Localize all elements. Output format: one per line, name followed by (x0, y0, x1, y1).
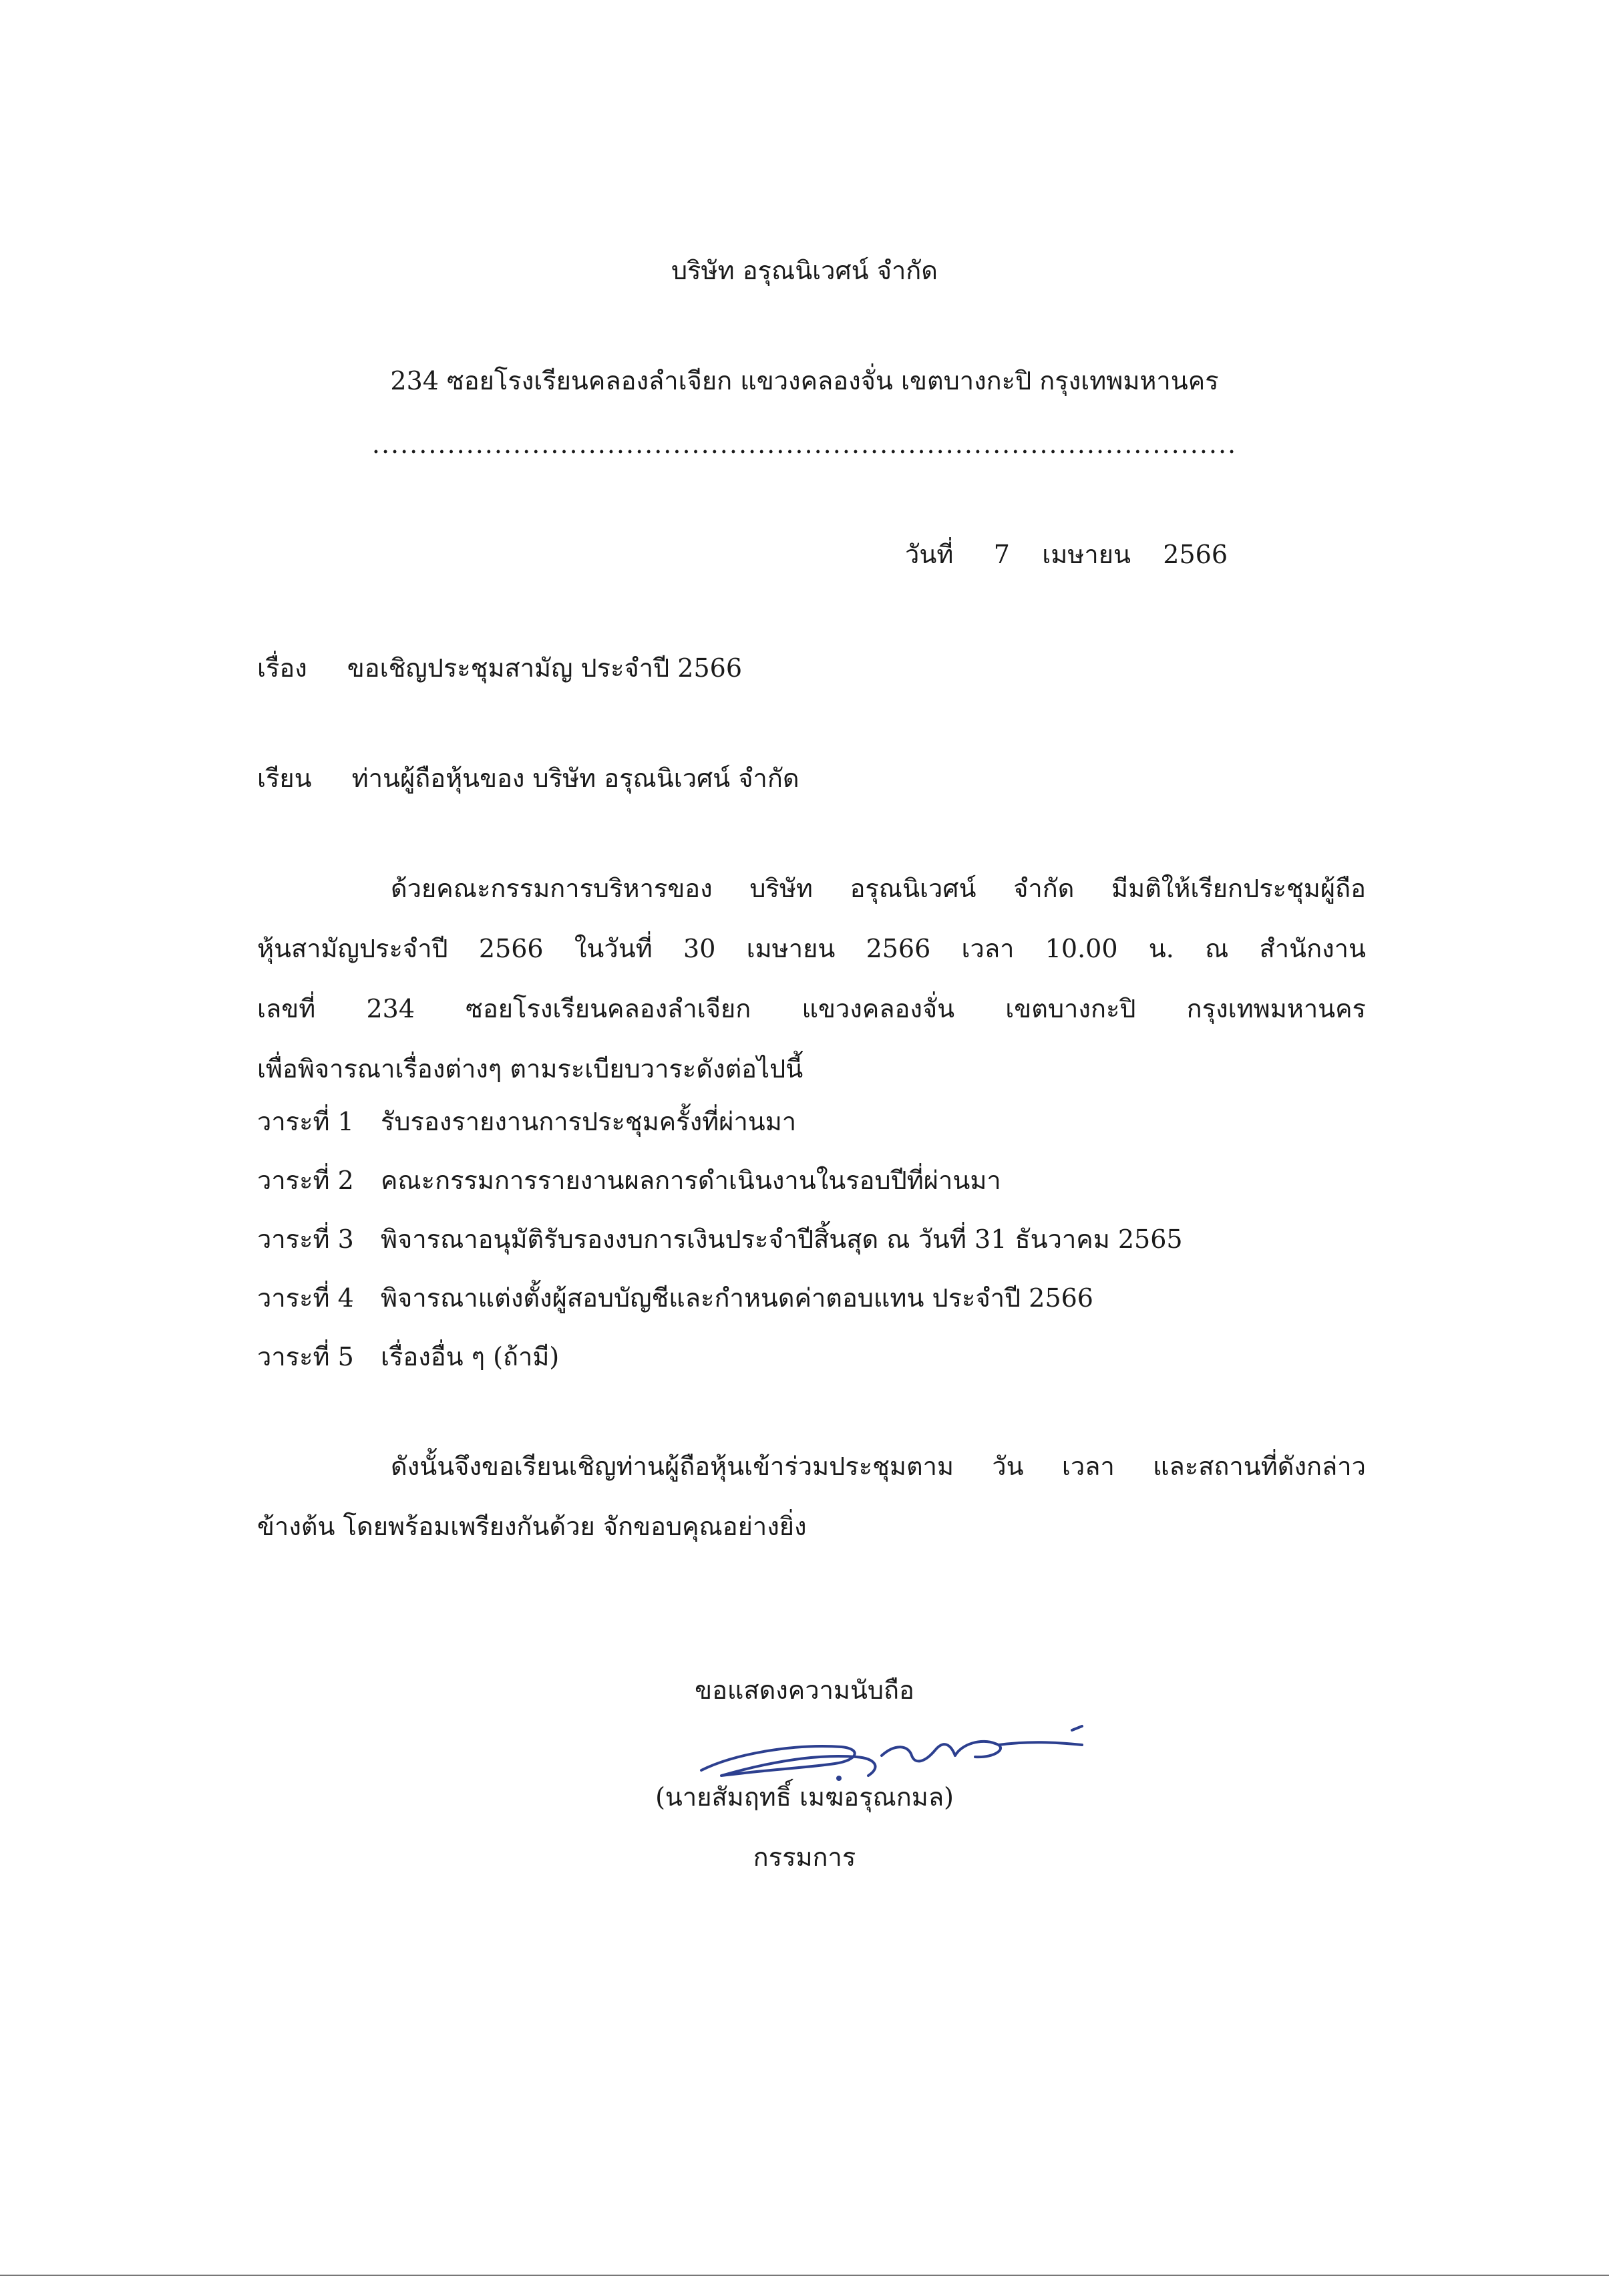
paragraph-word: วัน (992, 1452, 1024, 1481)
paragraph-word: 30 (683, 934, 716, 963)
agenda-text: พิจารณาแต่งตั้งผู้สอบบัญชีและกำหนดค่าตอบแทน ประจำปี 2566 (381, 1283, 1093, 1313)
letter-date (905, 538, 1228, 571)
subject-line (257, 651, 742, 685)
signer-position: กรรมการ (753, 1842, 856, 1872)
salutation-label: เรียน (257, 764, 312, 793)
date-label: วันที่ (905, 540, 954, 569)
agenda-number: วาระที่ 5 (257, 1342, 354, 1371)
paragraph-word: และสถานที่ดังกล่าว (1153, 1452, 1366, 1481)
paragraph-word: ในวันที่ (574, 934, 653, 963)
paragraph-word: จำกัด (1013, 874, 1075, 903)
subject-text: ขอเชิญประชุมสามัญ ประจำปี 2566 (347, 653, 743, 683)
paragraph-word: เขตบางกะปิ (1005, 994, 1136, 1023)
agenda-item (257, 1210, 1183, 1269)
paragraph-word: 234 (366, 994, 415, 1023)
agenda-item (257, 1151, 1183, 1210)
paragraph-word: มีมติให้เรียกประชุมผู้ถือ (1111, 874, 1366, 903)
agenda-number: วาระที่ 1 (257, 1107, 354, 1136)
paragraph-word: กรุงเทพมหานคร (1186, 994, 1366, 1023)
paragraph-word: ณ (1205, 934, 1229, 963)
paragraph-word: 10.00 (1045, 934, 1118, 963)
date-month: เมษายน (1042, 540, 1131, 569)
paragraph-word: สำนักงาน (1259, 934, 1366, 963)
agenda-text: เรื่องอื่น ๆ (ถ้ามี) (381, 1342, 560, 1371)
agenda-list (257, 1092, 1183, 1386)
closing-text: ขอแสดงความนับถือ (695, 1675, 914, 1705)
paragraph-word: ด้วยคณะกรรมการบริหารของ (391, 874, 713, 903)
agenda-number: วาระที่ 3 (257, 1224, 354, 1254)
salutation-line (257, 762, 799, 795)
paragraph-word: แขวงคลองจั่น (801, 994, 955, 1023)
paragraph-word: เมษายน (746, 934, 836, 963)
header-separator: ............................................................................................ (371, 430, 1238, 459)
signer-name: (นายสัมฤทธิ์ เมฆอรุณกมล) (655, 1782, 954, 1812)
paragraph-line: ข้างต้น โดยพร้อมเพรียงกันด้วย จักขอบคุณอย่างยิ่ง (257, 1512, 807, 1541)
footer-divider (0, 2275, 1609, 2276)
closing-paragraph (257, 1436, 1366, 1556)
invitation-paragraph (257, 858, 1366, 1099)
paragraph-line (257, 1436, 1366, 1496)
paragraph-word: 2566 (866, 934, 931, 963)
paragraph-line: เพื่อพิจารณาเรื่องต่างๆ ตามระเบียบวาระดังต่อไปนี้ (257, 1054, 803, 1084)
paragraph-word: น. (1148, 934, 1174, 963)
paragraph-word: อรุณนิเวศน์ (850, 874, 976, 903)
date-day: 7 (993, 540, 1010, 569)
agenda-item (257, 1327, 1183, 1386)
paragraph-word: ดังนั้นจึงขอเรียนเชิญท่านผู้ถือหุ้นเข้าร่วมประชุมตาม (391, 1452, 954, 1481)
salutation-text: ท่านผู้ถือหุ้นของ บริษัท อรุณนิเวศน์ จำกัด (351, 764, 799, 793)
paragraph-word: เวลา (1061, 1452, 1115, 1481)
agenda-text: คณะกรรมการรายงานผลการดำเนินงานในรอบปีที่ผ่านมา (381, 1166, 1001, 1195)
paragraph-word: เลขที่ (257, 994, 316, 1023)
company-address: 234 ซอยโรงเรียนคลองลำเจียก แขวงคลองจั่น เขตบางกะปิ กรุงเทพมหานคร (390, 366, 1219, 395)
paragraph-line (257, 858, 1366, 919)
paragraph-word: 2566 (478, 934, 544, 963)
date-year: 2566 (1163, 540, 1228, 569)
paragraph-word: ซอยโรงเรียนคลองลำเจียก (466, 994, 751, 1023)
subject-label: เรื่อง (257, 653, 307, 683)
paragraph-line (257, 979, 1366, 1039)
agenda-text: พิจารณาอนุมัติรับรองงบการเงินประจำปีสิ้นสุด ณ วันที่ 31 ธันวาคม 2565 (381, 1224, 1183, 1254)
agenda-number: วาระที่ 4 (257, 1283, 354, 1313)
agenda-text: รับรองรายงานการประชุมครั้งที่ผ่านมา (381, 1107, 797, 1136)
agenda-number: วาระที่ 2 (257, 1166, 354, 1195)
company-name: บริษัท อรุณนิเวศน์ จำกัด (671, 256, 938, 285)
agenda-item (257, 1269, 1183, 1327)
paragraph-word: เวลา (961, 934, 1015, 963)
paragraph-word: บริษัท (749, 874, 813, 903)
paragraph-line (257, 919, 1366, 979)
paragraph-word: หุ้นสามัญประจำปี (257, 934, 448, 963)
agenda-item (257, 1092, 1183, 1151)
